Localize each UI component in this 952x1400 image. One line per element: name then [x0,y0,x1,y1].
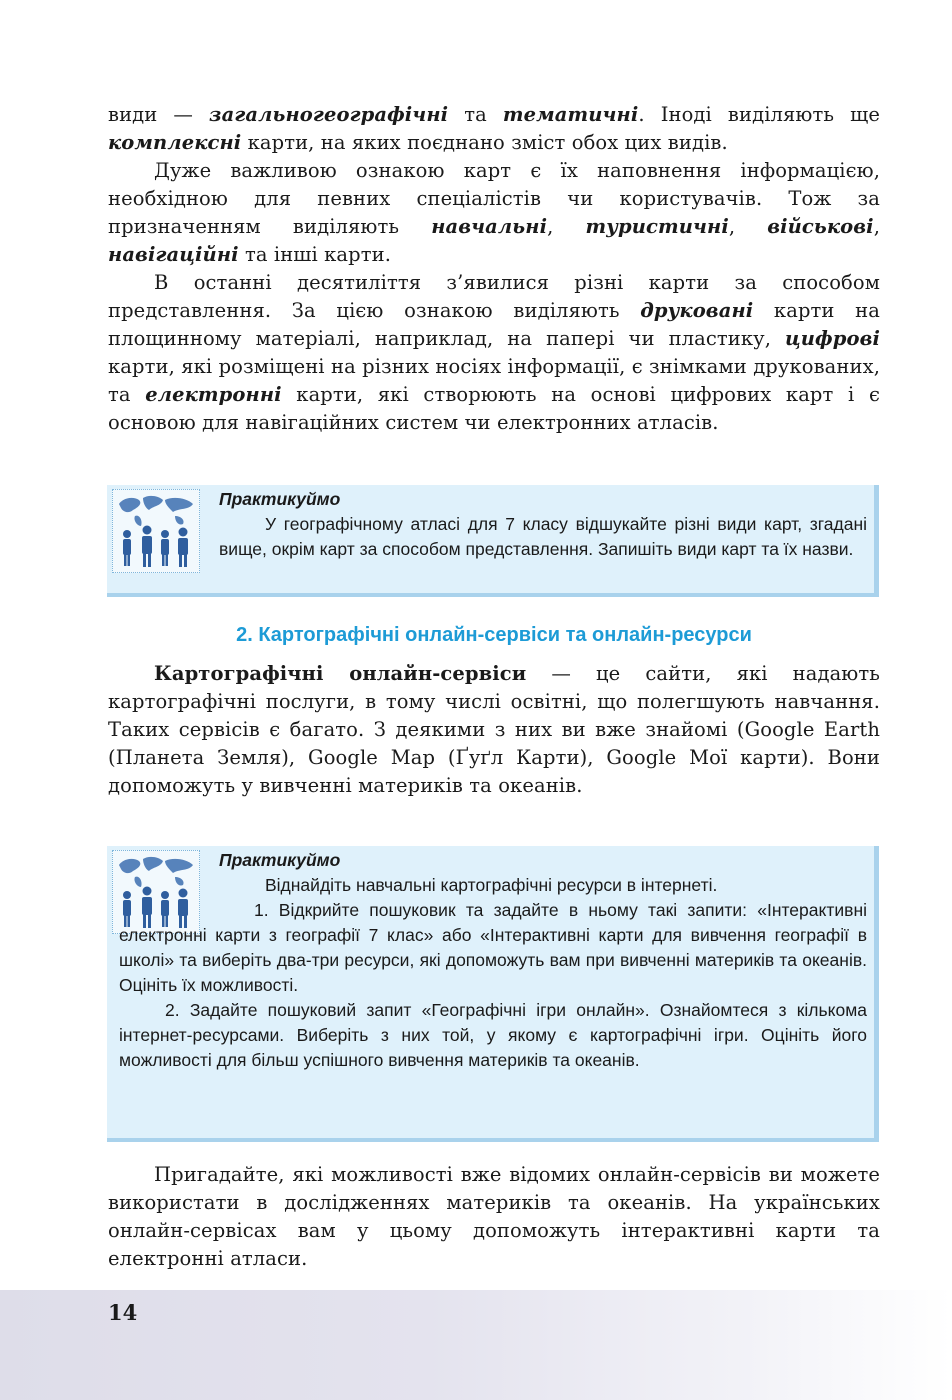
text-run: В останні десятиліття з’явилися різні карти за способом представлення. За цією ознакою виділяють [108,271,880,322]
paragraph-map-types [108,101,880,157]
paragraph-purpose [108,157,880,269]
text-run: карти, на яких поєднано зміст обох цих видів. [241,131,728,154]
text-run: види — [108,103,210,126]
practice-item-2: 2. Задайте пошуковий запит «Географічні ігри онлайн». Ознайомтеся з кількома інтернет-ресурсами. Виберіть з них той, у якому є картографічні ігри. Оцініть його можливості для більш успішного вивчення материків та океанів. [119,1000,867,1070]
text-run: карти, які розміщені на різних носіях інформації, є знімками друкованих, та [108,355,880,406]
practice-box-1 [107,485,879,597]
practice-box-2 [107,846,879,1142]
paragraph-closing: Пригадайте, які можливості вже відомих онлайн-сервісів ви можете використати в дослідженнях материків та океанів. На українських онлайн-сервісах вам у цьому допоможуть інтерактивні карти та електронні атласи. [108,1163,880,1270]
page-footer-band [0,1290,952,1400]
text-run: та [448,103,503,126]
paragraph-representation [108,269,880,437]
text-run: , [728,215,768,238]
term-electronic: електронні [145,383,282,406]
intro-text-block [108,101,880,437]
practice-title: Практикуймо [219,850,341,870]
paragraph-online-services [108,660,880,800]
practice-item-1: 1. Відкрийте пошуковик та задайте в ньому такі запити: «Інтерактивні електронні карти з географії 7 клас» або «Інтерактивні карти для вивчення географії в школі» та виберіть два-три ресурси, які допоможуть вам при вивченні материків та океанів. Оцініть їх можливості. [119,900,867,995]
text-run: — це сайти, які надають картографічні послуги, в тому числі освітні, що полегшують навчання. Таких сервісів є багато. З деякими з них ви вже знайомі (Google Earth (Планета Земля), Google Map (Ґуґл Карти), Google Мої карти). Вони допоможуть у вивченні материків та океанів. [108,662,880,797]
practice-text: У географічному атласі для 7 класу відшукайте різні види карт, згадані вище, окрім карт за способом представлення. Запишіть види карт та їх назви. [219,514,867,559]
term-digital: цифрові [785,327,880,350]
closing-text [108,1161,880,1273]
term-printed: друковані [640,299,754,322]
text-run: та інші карти. [238,243,392,266]
term-complex: комплексні [108,131,242,154]
term-tourist: туристичні [585,215,729,238]
practice-intro: Віднайдіть навчальні картографічні ресурси в інтернеті. [265,875,718,895]
term-thematic: тематичні [502,103,639,126]
text-run: , [873,215,880,238]
practice-title: Практикуймо [219,489,341,509]
text-run: . Іноді виділяють ще [638,103,880,126]
online-services-text [108,660,880,800]
text-run: карти, які створюють на основі цифрових карт і є основою для навігаційних систем чи електронних атласів. [108,383,880,434]
world-map-people-icon [112,489,200,573]
section-heading: 2. Картографічні онлайн-сервіси та онлайн-ресурси [236,624,752,646]
page-number: 14 [108,1300,138,1325]
term-online-services: Картографічні онлайн-сервіси [154,662,527,685]
term-educational: навчальні [431,215,548,238]
term-general: загальногеографічні [209,103,449,126]
text-run: Дуже важливою ознакою карт є їх наповнення інформацією, необхідною для певних спеціалістів чи користувачів. Тож за призначенням виділяють [108,159,880,238]
term-military: військові [767,215,874,238]
text-run: , [547,215,586,238]
term-navigation: навігаційні [108,243,239,266]
text-run: карти на площинному матеріалі, наприклад, на папері чи пластику, [108,299,880,350]
